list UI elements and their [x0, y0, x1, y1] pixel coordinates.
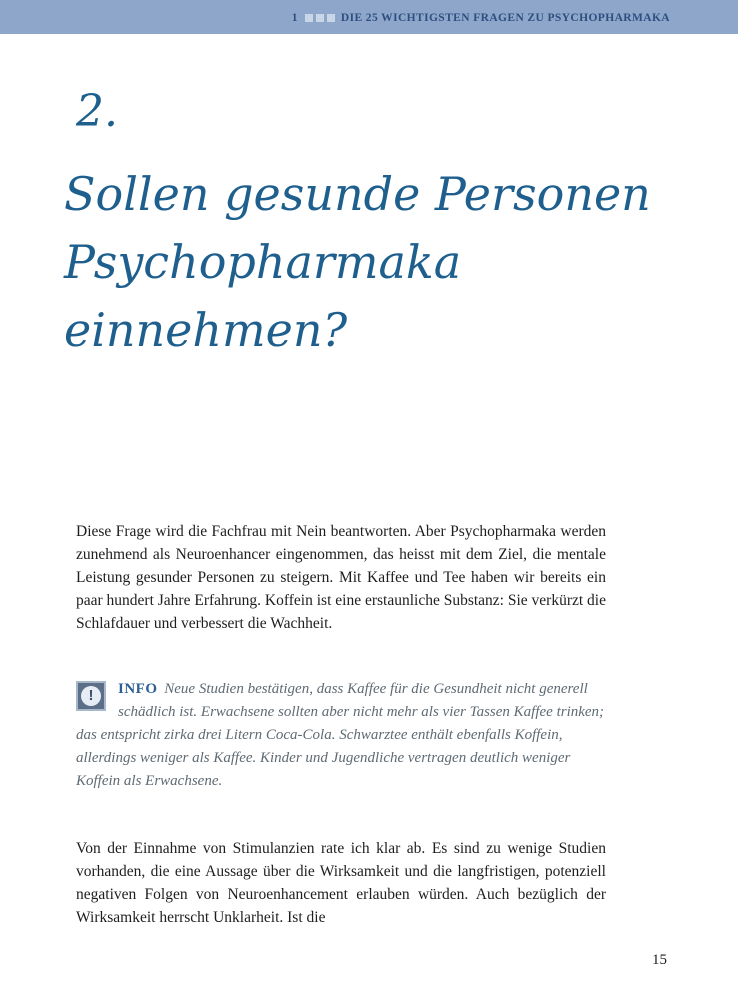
info-text: Neue Studien bestätigen, dass Kaffee für die Gesundheit nicht generell schädlich ist. Erwachsene sollten aber nicht mehr als vier Tassen Kaffee trinken; das entspricht zirka drei Litern Coca-Cola. Schwarztee enthält ebenfalls Koffein, allerdings weniger als Kaffee. Kinder und Jugendliche vertragen deutlich weniger Koffein als Erwachsene. — [76, 681, 605, 789]
info-label: INFO — [118, 681, 158, 697]
chapter-title-line: Psychopharmaka — [64, 235, 462, 289]
header-squares-decoration — [305, 14, 335, 22]
page-number: 15 — [652, 952, 667, 968]
chapter-title — [64, 160, 664, 364]
chapter-number: 2. — [76, 86, 118, 137]
chapter-title-line: einnehmen? — [64, 303, 348, 357]
exclamation-icon: ! — [76, 681, 106, 711]
header-chapter-number: 1 — [291, 12, 298, 24]
body-paragraph-1: Diese Frage wird die Fachfrau mit Nein beantworten. Aber Psychopharmaka werden zunehmend als Neuroenhancer eingenommen, das heisst mit dem Ziel, die mentale Leistung gesunder Personen zu steigern. Mit Kaffee und Tee haben wir bereits ein paar hundert Jahre Erfahrung. Koffein ist eine erstaunliche Substanz: Sie verkürzt die Schlafdauer und verbessert die Wachheit. — [76, 523, 606, 632]
running-header-bar — [0, 0, 738, 34]
info-box — [76, 678, 606, 793]
chapter-title-line: Sollen gesunde Personen — [64, 167, 651, 221]
running-header — [292, 12, 670, 24]
header-running-title: DIE 25 WICHTIGSTEN FRAGEN ZU PSYCHOPHARMAKA — [340, 12, 670, 24]
body-paragraph-2: Von der Einnahme von Stimulanzien rate ich klar ab. Es sind zu wenige Studien vorhanden, die eine Aussage über die Wirksamkeit und die langfristigen, potenziell negativen Folgen von Neuroenhancement erlauben würden. Auch bezüglich der Wirksamkeit herrscht Unklarheit. Ist die — [76, 840, 606, 926]
